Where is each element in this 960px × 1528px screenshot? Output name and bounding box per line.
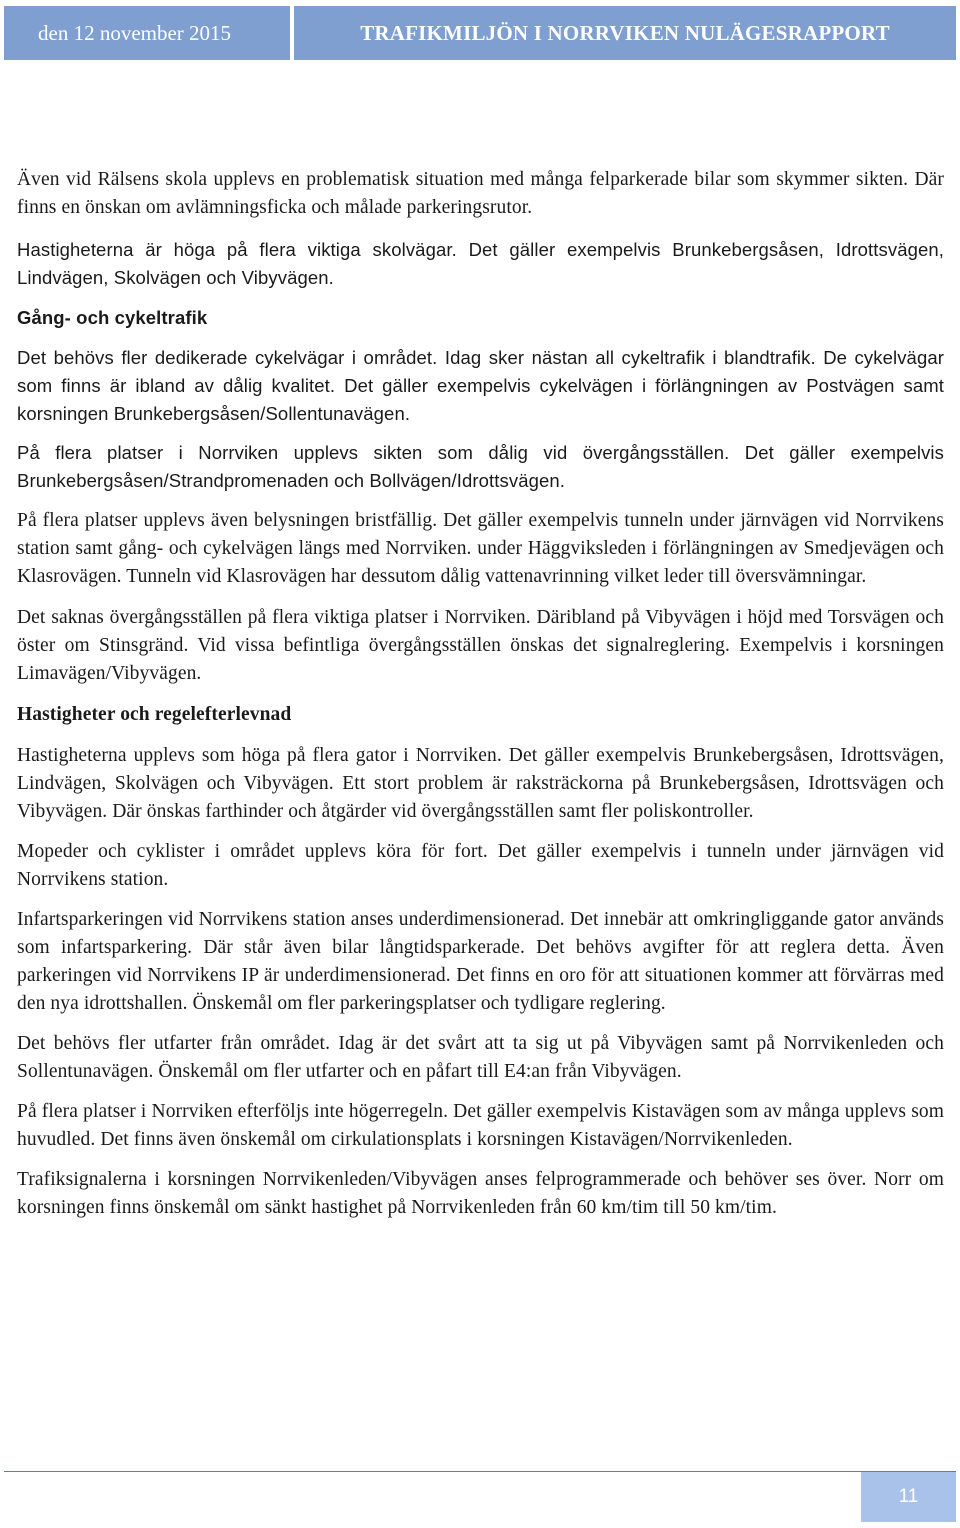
paragraph: På flera platser upplevs även belysningen bristfällig. Det gäller exempelvis tunneln under järnvägen vid Norrvikens station samt gång- och cykelvägen längs med Norrviken. under Häggviksleden i förlängningen av Smedjevägen och Klasrovägen. Tunneln vid Klasrovägen har dessutom dålig vattenavrinning vilket leder till översvämningar. [17, 510, 944, 587]
paragraph: Det behövs fler utfarter från området. Idag är det svårt att ta sig ut på Vibyvägen samt på Norrvikenleden och Sollentunavägen. Önskemål om fler utfarter och en påfart till E4:an från Vibyvägen. [17, 1033, 944, 1082]
page-header [4, 6, 956, 60]
paragraph: På flera platser i Norrviken efterföljs inte högerregeln. Det gäller exempelvis Kistavägen som av många upplevs som huvudled. Det finns även önskemål om cirkulationsplats i korsningen Kistavägen/Norrvikenleden. [17, 1101, 944, 1150]
paragraph: Infartsparkeringen vid Norrvikens station anses underdimensionerad. Det innebär att omkringliggande gator används som infartsparkering. Där står även bilar långtidsparkerade. Det behövs avgifter för att reglera detta. Även parkeringen vid Norrvikens IP är underdimensionerad. Det finns en oro för att situationen kommer att förvärras med den nya idrottshallen. Önskemål om fler parkeringsplatser och tydligare reglering. [17, 909, 944, 1014]
paragraph: Trafiksignalerna i korsningen Norrvikenleden/Vibyvägen anses felprogrammerade och behöver ses över. Norr om korsningen finns önskemål om sänkt hastighet på Norrvikenleden från 60 km/tim till 50 km/tim. [17, 1169, 944, 1218]
paragraph: Hastigheterna upplevs som höga på flera gator i Norrviken. Det gäller exempelvis Brunkebergsåsen, Idrottsvägen, Lindvägen, Skolvägen och Vibyvägen. Ett stort problem är raksträckorna på Brunkebergsåsen, Idrottsvägen och Vibyvägen. Där önskas farthinder och åtgärder vid övergångsställen samt fler poliskontroller. [17, 745, 944, 822]
paragraph: Det behövs fler dedikerade cykelvägar i området. Idag sker nästan all cykeltrafik i blandtrafik. De cykelvägar som finns är ibland av dålig kvalitet. Det gäller exempelvis cykelvägen i förlängningen av Postvägen samt korsningen Brunkebergsåsen/Sollentunavägen. [17, 347, 944, 424]
paragraph: Det saknas övergångsställen på flera viktiga platser i Norrviken. Däribland på Vibyvägen i höjd med Torsvägen och öster om Stinsgränd. Vid vissa befintliga övergångsställen önskas det signalreglering. Exempelvis i korsningen Limavägen/Vibyvägen. [17, 607, 944, 684]
paragraph: På flera platser i Norrviken upplevs sikten som dålig vid övergångsställen. Det gäller exempelvis Brunkebergsåsen/Strandpromenaden och Bollvägen/Idrottsvägen. [17, 442, 944, 491]
page-number: 11 [861, 1472, 956, 1522]
header-title: TRAFIKMILJÖN I NORRVIKEN NULÄGESRAPPORT [294, 6, 956, 60]
document-body [17, 166, 944, 1222]
header-date: den 12 november 2015 [4, 6, 290, 60]
footer-rule [4, 1471, 956, 1472]
section-heading-speeds: Hastigheter och regelefterlevnad [17, 704, 292, 725]
paragraph: Även vid Rälsens skola upplevs en problematisk situation med många felparkerade bilar som skymmer sikten. Där finns en önskan om avlämningsficka och målade parkeringsrutor. [17, 169, 944, 218]
section-heading-walking-cycling: Gång- och cykeltrafik [17, 307, 208, 328]
paragraph: Mopeder och cyklister i området upplevs köra för fort. Det gäller exempelvis i tunneln under järnvägen vid Norrvikens station. [17, 841, 944, 890]
paragraph: Hastigheterna är höga på flera viktiga skolvägar. Det gäller exempelvis Brunkebergsåsen, Idrottsvägen, Lindvägen, Skolvägen och Vibyvägen. [17, 239, 944, 288]
